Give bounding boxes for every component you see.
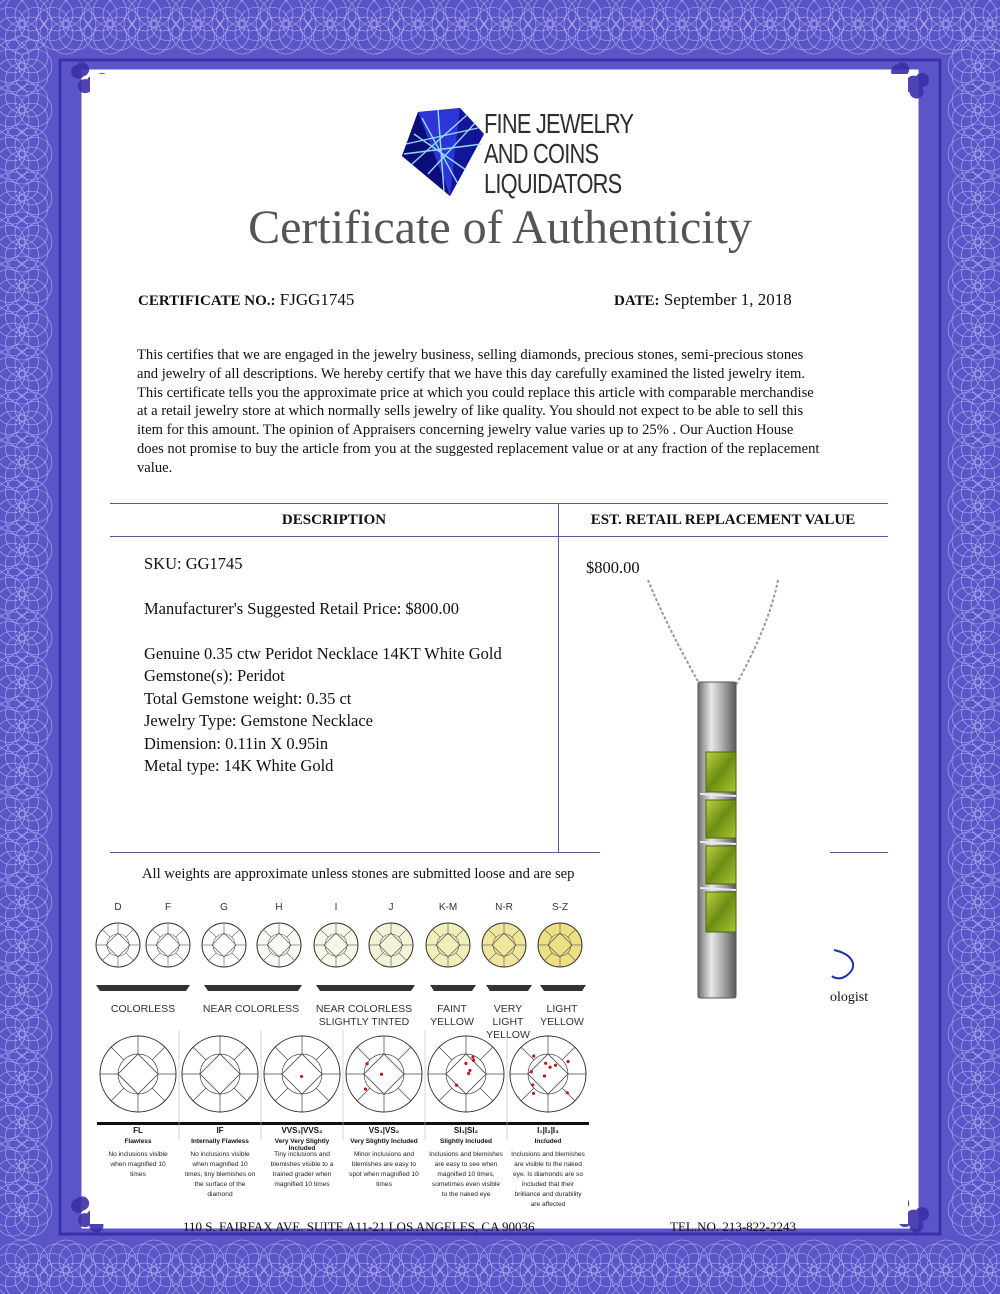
clarity-code: FL [133,1126,143,1135]
description-header: DESCRIPTION [281,512,387,528]
clarity-divider-bar [425,1122,507,1125]
inclusion-mark [365,1062,368,1065]
certificate-number [138,290,354,310]
inclusion-mark [554,1064,557,1067]
clarity-divider-bar [261,1122,343,1125]
clarity-description-line: No inclusions visible [190,1151,250,1158]
logo-text-line-1: FINE JEWELRY [484,108,634,139]
clarity-description [425,1150,507,1200]
inclusion-mark [380,1073,383,1076]
inclusion-mark [472,1059,475,1062]
color-grade-label: H [275,902,283,913]
clarity-name: Included [534,1138,562,1145]
color-group-line: YELLOW [486,1029,530,1041]
clarity-diamond [510,1036,586,1112]
paragraph-line: This certificate tells you the approximate price at which you could replace this article with comparable merchandise [137,384,814,401]
color-grade-label: D [114,902,122,913]
clarity-description-line: when magnified 10 [192,1161,248,1168]
color-group-bracket [430,985,476,991]
color-group-line: VERY LIGHT [492,1003,524,1028]
clarity-name: Slightly Included [439,1138,492,1145]
clarity-diamond [264,1036,340,1112]
inclusion-mark [566,1091,569,1094]
sku: SKU: GG1745 [144,554,243,573]
certificate-label: CERTIFICATE NO.: [138,293,276,309]
paragraph-line: This certifies that we are engaged in the jewelry business, selling diamonds, precious stones, semi-precious stones [137,347,804,363]
detail-line: Metal type: 14K White Gold [144,756,334,776]
color-group-line: NEAR COLORLESS [202,1003,300,1015]
color-group-bracket [204,985,302,991]
clarity-description-line: times [130,1171,146,1178]
clarity-name: Flawless [124,1138,152,1145]
clarity-description-line: Minor inclusions and [353,1151,415,1158]
inclusion-mark [532,1092,535,1095]
clarity-description [343,1150,425,1190]
item-details [144,643,502,777]
color-grade-label: F [164,902,172,913]
color-group-label [424,1003,480,1029]
date-value: September 1, 2018 [663,290,792,309]
inclusion-mark [464,1062,467,1065]
weights-note: All weights are approximate unless stones are submitted loose and are sep [142,866,575,882]
paragraph-line: item for this amount. The opinion of Appraisers concerning jewelry value varies up to 25% . Our Auction House [137,422,794,439]
clarity-description-line: the surface of the [194,1181,246,1188]
color-grade-label: N-R [495,902,513,913]
clarity-divider-bar [507,1122,589,1125]
clarity-name: Very Very Slightly Included [274,1138,330,1152]
detail-line: Gemstone(s): Peridot [144,666,285,686]
clarity-description-line: magnified 10 times, [437,1171,495,1178]
inclusion-mark [300,1075,303,1078]
color-grade-diamond [369,923,413,967]
clarity-description [97,1150,179,1180]
clarity-description-line: when magnified 10 [110,1161,166,1168]
clarity-code: I₁|I₂|I₃ [537,1126,559,1135]
clarity-description-line: trained grader when [272,1171,332,1178]
inclusion-mark [544,1062,547,1065]
clarity-grade-chart [90,1030,600,1140]
clarity-divider-bar [343,1122,425,1125]
color-grade-diamond [146,923,190,967]
inclusion-mark [471,1055,474,1058]
clarity-diamond [428,1036,504,1112]
clarity-name: Internally Flawless [191,1138,249,1145]
clarity-divider-bar [97,1122,179,1125]
color-group-bracket [486,985,532,991]
detail-line: Total Gemstone weight: 0.35 ct [144,688,352,708]
clarity-description-line: eye. Is diamonds are so [512,1171,583,1178]
color-grade-label: I [334,902,338,913]
color-grade-label: S-Z [551,902,569,913]
clarity-description-line: magnified 10 times [274,1181,330,1188]
clarity-description-line: to the naked eye [441,1191,491,1198]
detail-line: Dimension: 0.11in X 0.95in [144,733,329,753]
clarity-code: VVS₁|VVS₂ [281,1126,323,1135]
value-header: EST. RETAIL REPLACEMENT VALUE [590,512,856,528]
certificate-date [614,290,792,310]
gem-logo-icon [398,104,488,199]
inclusion-mark [532,1054,535,1057]
clarity-description-line: Inclusions and blemishes [429,1151,503,1158]
footer-phone: TEL.NO. 213-822-2243 [670,1219,797,1234]
color-grade-label: G [220,902,228,913]
table-top-rule [110,503,888,504]
logo-text-line-3: LIQUIDATORS [484,168,622,199]
inclusion-mark [467,1072,470,1075]
inclusion-mark [566,1060,569,1063]
color-group-line: LIGHT [546,1003,578,1015]
inclusion-mark [531,1083,534,1086]
peridot-pendant-image [600,580,830,1000]
clarity-description [179,1150,261,1200]
paragraph-line: does not promise to buy the article from you at the suggested replacement value or at any fraction of the replacement [137,440,820,457]
clarity-description [507,1150,589,1210]
color-group-line: YELLOW [430,1016,474,1028]
clarity-diamond [346,1036,422,1112]
clarity-description-line: included that their [521,1181,575,1188]
clarity-code: IF [216,1126,224,1135]
detail-line: Genuine 0.35 ctw Peridot Necklace 14KT White Gold [144,644,502,663]
inclusion-mark [468,1069,471,1072]
date-label: DATE: [614,293,660,309]
inclusion-mark [530,1070,533,1073]
clarity-diamond [100,1036,176,1112]
clarity-code: VS₁|VS₂ [368,1126,400,1135]
clarity-description-line: brilliance and durability [514,1191,582,1198]
color-group-bracket [96,985,190,991]
inclusion-mark [455,1084,458,1087]
table-column-divider [558,503,559,853]
clarity-description-line: blemishes visible to a [270,1161,334,1168]
color-group-line: FAINT [437,1003,467,1015]
color-group-label [534,1003,590,1029]
color-group-bracket [540,985,586,991]
color-group-line: COLORLESS [110,1003,176,1015]
color-grade-diamond [426,923,470,967]
paragraph-line: value. [137,459,173,476]
replacement-value: $800.00 [586,558,640,577]
color-grade-label: J [388,902,394,913]
table-header-rule [110,536,888,537]
signature-swirl-icon [830,946,860,986]
inclusion-mark [548,1066,551,1069]
clarity-description-line: times [376,1181,392,1188]
msrp: Manufacturer's Suggested Retail Price: $800.00 [144,599,460,618]
clarity-description-line: blemishes are easy to [351,1161,417,1168]
color-grade-label: K-M [438,902,458,913]
color-grade-diamond [96,923,140,967]
detail-line: Jewelry Type: Gemstone Necklace [144,711,373,731]
clarity-description-line: are visible to the naked [514,1161,582,1168]
clarity-description-line: Tiny inclusions and [274,1151,330,1158]
color-group-bracket [316,985,415,991]
clarity-description-line: spot when magnified 10 [349,1171,419,1178]
paragraph-line: and jewelry of all descriptions. We hereby certify that we have this day carefully examined the listed jewelry item. [137,365,806,382]
color-group-line: YELLOW [540,1016,584,1028]
clarity-description-line: sometimes even visible [431,1181,501,1188]
certification-paragraph [137,346,877,478]
color-grade-diamond [538,923,582,967]
clarity-description [261,1150,343,1190]
page-title: Certificate of Authenticity [248,201,752,254]
inclusion-mark [543,1074,546,1077]
clarity-description-line: are affected [530,1201,566,1208]
logo-text-line-2: AND COINS [484,138,599,169]
paragraph-line: at a retail jewelry store at which normally sells jewelry of like quality. You should not expect to be able to sell this [137,403,804,420]
color-grade-diamond [257,923,301,967]
inclusion-mark [364,1088,367,1091]
color-grade-diamond [202,923,246,967]
clarity-description-line: diamond [207,1191,233,1198]
color-group-label [200,1003,302,1016]
clarity-divider-bar [179,1122,261,1125]
clarity-description-line: Inclusions and blemishes [511,1151,585,1158]
clarity-name: Very Slightly Included [350,1138,418,1145]
certificate-value: FJGG1745 [279,290,355,309]
signature-title-fragment: ologist [830,990,869,1005]
color-group-label [312,1003,416,1029]
clarity-description-line: are easy to see when [434,1161,498,1168]
color-group-label [96,1003,190,1016]
clarity-description-line: times, tiny blemishes on [184,1171,256,1178]
clarity-code: SI₁|SI₂ [453,1126,479,1135]
footer-address: 110 S. FAIRFAX AVE. SUITE A11-21 LOS ANGELES, CA 90036 [183,1219,535,1234]
color-group-line: SLIGHTLY TINTED [318,1016,410,1028]
clarity-diamond [182,1036,258,1112]
color-group-line: NEAR COLORLESS [315,1003,413,1015]
color-grade-diamond [482,923,526,967]
clarity-description-line: No inclusions visible [108,1151,168,1158]
color-grade-diamond [314,923,358,967]
